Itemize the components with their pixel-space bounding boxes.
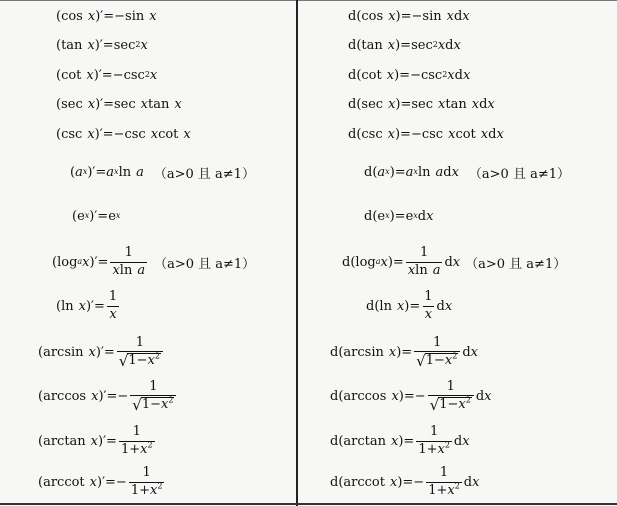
- table-row: [0, 288, 617, 324]
- table-row: [0, 244, 617, 280]
- derivative-formula: ( tan x )′= sec 2 x: [56, 37, 148, 53]
- derivative-formula: (e x )′=e x: [72, 208, 121, 224]
- differential-formula: d( ln x )= $\frac{1}{x}$ d x: [366, 289, 453, 322]
- table-row: [0, 332, 617, 374]
- differential-formula: d( csc x )= −csc x cot x d x: [348, 126, 504, 142]
- table-row: [0, 422, 617, 460]
- derivative-formula: ( cot x )′= −csc 2 x: [56, 67, 158, 83]
- derivative-formula: ( a x )′= a x ln a （a>0 且 a≠1）: [70, 164, 255, 182]
- table-bottom-border: [0, 503, 617, 505]
- table-row: [0, 462, 617, 502]
- derivative-formula: ( arccot x )′=− $\frac{1}{1+x^2}$: [38, 465, 163, 498]
- differential-formula: d( a x )= a x ln a d x （a>0 且 a≠1）: [364, 164, 570, 182]
- derivative-formula: ( log a x )′= $\frac{1}{\text{xln a}}$ （a>0 且 a≠1）: [52, 245, 256, 278]
- differential-formula: d( cot x )= −csc 2 x d x: [348, 67, 471, 83]
- differential-formula: d( arccos x )=− 1 √ $1-x^2$ d x: [330, 379, 492, 414]
- differential-formula: d( log a x )= $\frac{1}{\text{xln a}}$ d x （a>0 且 a≠1）: [342, 245, 567, 278]
- derivative-formula: ( ln x )′= $\frac{1}{x}$: [56, 289, 118, 322]
- table-row: [0, 62, 617, 88]
- table-row: [0, 376, 617, 418]
- derivative-formula: ( arcsin x )′= 1 √ $1-x^2$: [0, 332, 334, 374]
- derivative-formula: ( sec x )′= sec x tan x: [56, 96, 182, 112]
- differential-formula: d( sec x )= sec x tan x d x: [348, 96, 495, 112]
- derivative-formula: ( arctan x )′= $\frac{1}{1+x^2}$: [38, 424, 153, 457]
- differential-formula: d( arcsin x )= 1 √ $1-x^2$ d x: [330, 335, 479, 370]
- table-row: [0, 4, 617, 28]
- table-row: [0, 33, 617, 57]
- derivative-formula: ( csc x )′= −csc x cot x: [56, 126, 191, 142]
- table-row: [0, 204, 617, 228]
- table-row: [0, 160, 617, 184]
- table-row: [0, 92, 617, 116]
- differential-formula: d( tan x )= sec 2 x d x: [348, 37, 461, 53]
- table-row: [0, 122, 617, 146]
- differential-formula: d( cos x )= −sin x d x: [348, 8, 470, 24]
- differential-formula: d( arctan x )= $\frac{1}{1+x^2}$ d x: [330, 424, 470, 457]
- table-top-border: [0, 0, 617, 1]
- derivative-formula: ( cos x )′= −sin x: [56, 8, 157, 24]
- differential-formula: d(e x )=e x d x: [364, 208, 434, 224]
- derivative-formula: ( arccos x )′=− 1 √ $1-x^2$: [0, 376, 334, 418]
- differential-formula: d( arccot x )=− $\frac{1}{1+x^2}$ d x: [330, 465, 480, 498]
